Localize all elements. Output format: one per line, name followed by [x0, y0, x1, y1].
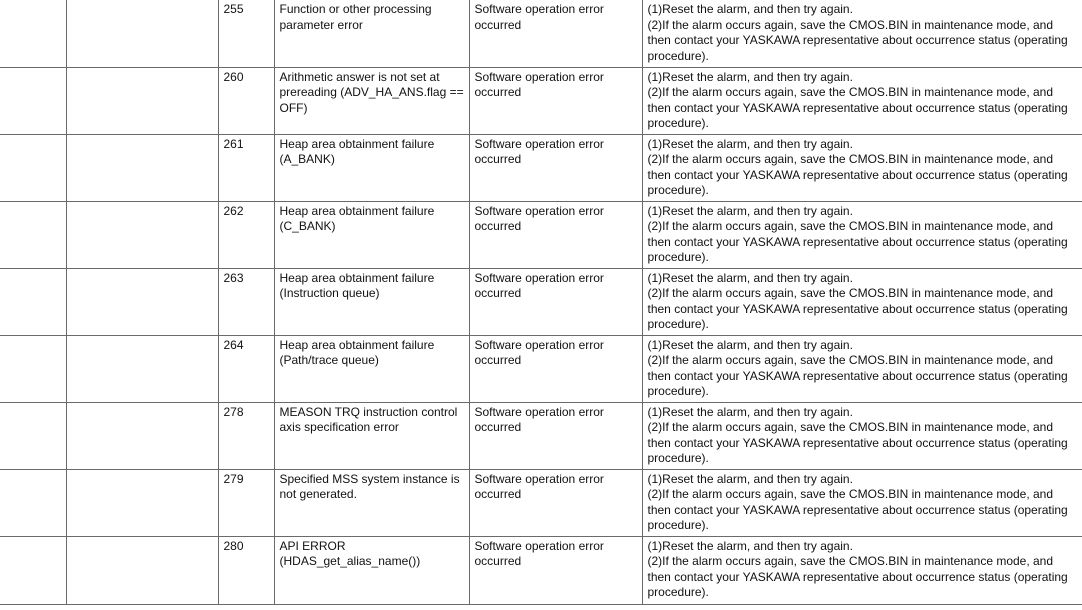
blank-cell	[66, 402, 218, 469]
alarm-meaning: Function or other processing parameter error	[274, 0, 469, 67]
table-row	[0, 0, 1082, 67]
alarm-meaning: MEASON TRQ instruction control axis specification error	[274, 402, 469, 469]
blank-cell	[0, 134, 66, 201]
blank-cell	[0, 0, 66, 67]
alarm-remedy: (1)Reset the alarm, and then try again. (2)If the alarm occurs again, save the CMOS.BIN in maintenance mode, and then contact your YASKAWA representative about occurrence status (operating procedure).	[642, 536, 1082, 604]
table-row	[0, 335, 1082, 402]
alarm-cause: Software operation error occurred	[469, 67, 642, 134]
table-row	[0, 536, 1082, 604]
alarm-code: 260	[218, 67, 274, 134]
alarm-code: 280	[218, 536, 274, 604]
table-row	[0, 134, 1082, 201]
blank-cell	[0, 469, 66, 536]
alarm-cause: Software operation error occurred	[469, 402, 642, 469]
alarm-cause: Software operation error occurred	[469, 268, 642, 335]
alarm-code: 263	[218, 268, 274, 335]
alarm-code: 278	[218, 402, 274, 469]
alarm-cause: Software operation error occurred	[469, 134, 642, 201]
blank-cell	[66, 469, 218, 536]
blank-cell	[0, 201, 66, 268]
blank-cell	[66, 536, 218, 604]
alarm-cause: Software operation error occurred	[469, 201, 642, 268]
blank-cell	[66, 0, 218, 67]
alarm-meaning: API ERROR (HDAS_get_alias_name())	[274, 536, 469, 604]
table-row	[0, 201, 1082, 268]
blank-cell	[66, 268, 218, 335]
blank-cell	[0, 402, 66, 469]
alarm-meaning: Arithmetic answer is not set at prereading (ADV_HA_ANS.flag == OFF)	[274, 67, 469, 134]
alarm-code: 255	[218, 0, 274, 67]
blank-cell	[0, 536, 66, 604]
alarm-remedy: (1)Reset the alarm, and then try again. (2)If the alarm occurs again, save the CMOS.BIN in maintenance mode, and then contact your YASKAWA representative about occurrence status (operating procedure).	[642, 201, 1082, 268]
alarm-cause: Software operation error occurred	[469, 335, 642, 402]
alarm-remedy: (1)Reset the alarm, and then try again. (2)If the alarm occurs again, save the CMOS.BIN in maintenance mode, and then contact your YASKAWA representative about occurrence status (operating procedure).	[642, 268, 1082, 335]
table-row	[0, 469, 1082, 536]
alarm-code: 264	[218, 335, 274, 402]
alarm-meaning: Heap area obtainment failure (Instruction queue)	[274, 268, 469, 335]
table-row	[0, 67, 1082, 134]
alarm-remedy: (1)Reset the alarm, and then try again. (2)If the alarm occurs again, save the CMOS.BIN in maintenance mode, and then contact your YASKAWA representative about occurrence status (operating procedure).	[642, 67, 1082, 134]
alarm-cause: Software operation error occurred	[469, 0, 642, 67]
alarm-code: 262	[218, 201, 274, 268]
alarm-meaning: Heap area obtainment failure (A_BANK)	[274, 134, 469, 201]
blank-cell	[66, 201, 218, 268]
alarm-remedy: (1)Reset the alarm, and then try again. (2)If the alarm occurs again, save the CMOS.BIN in maintenance mode, and then contact your YASKAWA representative about occurrence status (operating procedure).	[642, 469, 1082, 536]
alarm-remedy: (1)Reset the alarm, and then try again. (2)If the alarm occurs again, save the CMOS.BIN in maintenance mode, and then contact your YASKAWA representative about occurrence status (operating procedure).	[642, 0, 1082, 67]
alarm-code: 279	[218, 469, 274, 536]
table-row	[0, 268, 1082, 335]
blank-cell	[0, 335, 66, 402]
alarm-meaning: Specified MSS system instance is not generated.	[274, 469, 469, 536]
alarm-remedy: (1)Reset the alarm, and then try again. (2)If the alarm occurs again, save the CMOS.BIN in maintenance mode, and then contact your YASKAWA representative about occurrence status (operating procedure).	[642, 134, 1082, 201]
alarm-meaning: Heap area obtainment failure (C_BANK)	[274, 201, 469, 268]
blank-cell	[66, 67, 218, 134]
alarm-remedy: (1)Reset the alarm, and then try again. (2)If the alarm occurs again, save the CMOS.BIN in maintenance mode, and then contact your YASKAWA representative about occurrence status (operating procedure).	[642, 402, 1082, 469]
alarm-cause: Software operation error occurred	[469, 536, 642, 604]
blank-cell	[0, 268, 66, 335]
alarm-meaning: Heap area obtainment failure (Path/trace queue)	[274, 335, 469, 402]
table-row	[0, 402, 1082, 469]
alarm-cause: Software operation error occurred	[469, 469, 642, 536]
blank-cell	[66, 134, 218, 201]
blank-cell	[66, 335, 218, 402]
blank-cell	[0, 67, 66, 134]
alarm-remedy: (1)Reset the alarm, and then try again. (2)If the alarm occurs again, save the CMOS.BIN in maintenance mode, and then contact your YASKAWA representative about occurrence status (operating procedure).	[642, 335, 1082, 402]
alarm-code: 261	[218, 134, 274, 201]
